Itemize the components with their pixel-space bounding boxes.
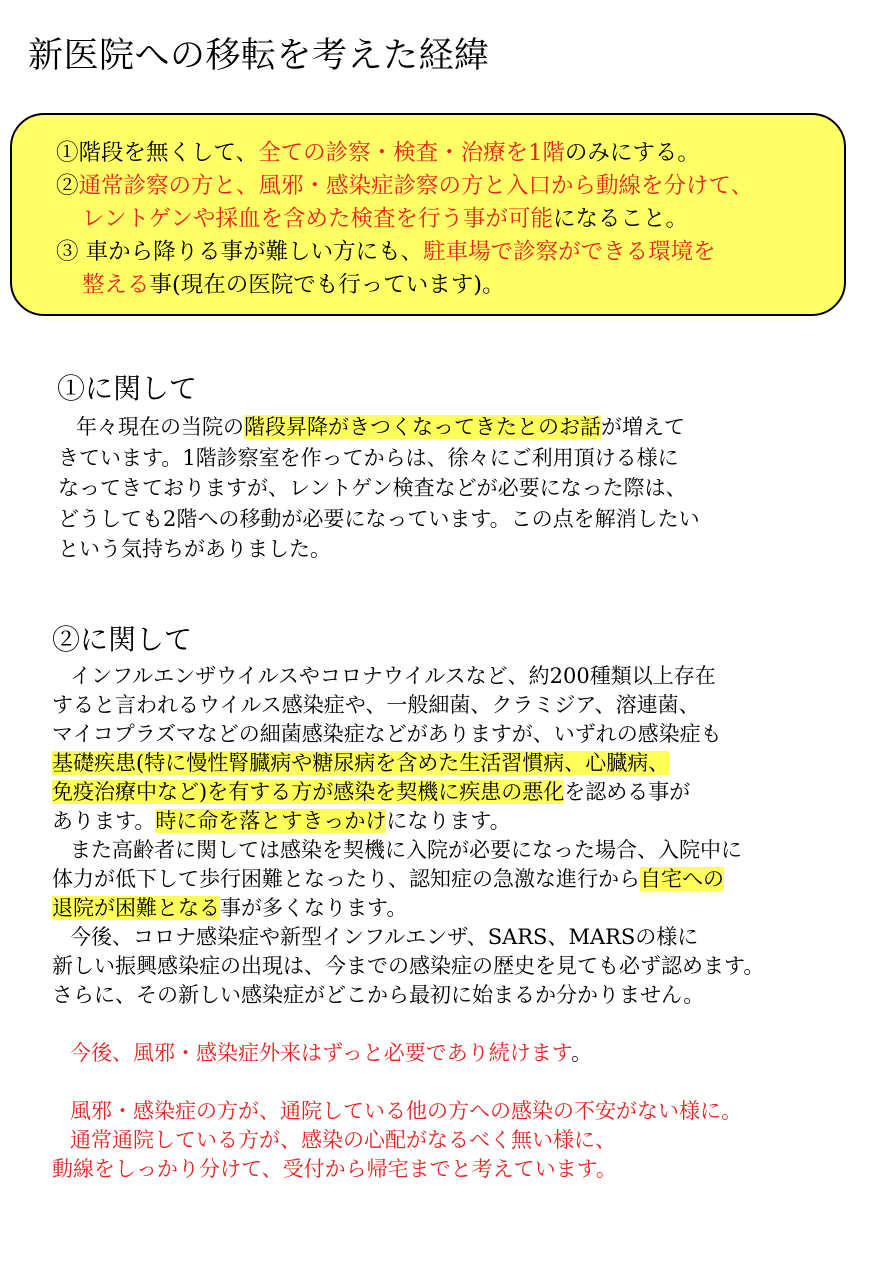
section-2-line: 新しい振興感染症の出現は、今までの感染症の歴史を見ても必ず認めます。: [52, 954, 765, 978]
section-2-line: インフルエンザウイルスやコロナウイルスなど、約200種類以上存在: [70, 664, 716, 688]
section-2-line: [52, 865, 764, 894]
summary-item-2-cont: [56, 203, 844, 236]
section-2-red-line: [52, 1039, 764, 1068]
section-1-body: [58, 412, 700, 565]
summary-box: [10, 113, 846, 316]
section-2-text: あります。: [52, 809, 156, 833]
section-2-line: マイコプラズマなどの細菌感染症などがありますが、いずれの感染症も: [52, 722, 722, 746]
summary-item-3-tail: 事(現在の医院でも行っています)。: [149, 272, 505, 298]
summary-item-1-emphasis: 全ての診察・検査・治療を1階: [258, 140, 565, 166]
section-2-line: 今後、コロナ感染症や新型インフルエンザ、SARS、MARSの様に: [70, 925, 699, 949]
page-title: 新医院への移転を考えた経緯: [28, 36, 490, 76]
section-2-line: すると言われるウイルス感染症や、一般細菌、クラミジア、溶連菌、: [52, 693, 700, 717]
section-2-text: 。: [571, 1041, 593, 1065]
section-2-highlight: 免疫治療中など)を有する方が感染を契機に疾患の悪化: [52, 780, 565, 804]
summary-item-3-text: ③ 車から降りる事が難しい方にも、: [56, 239, 424, 265]
section-2-line: [52, 749, 764, 778]
section-1-line: きています。1階診察室を作ってからは、徐々にご利用頂ける様に: [58, 445, 679, 470]
section-2-highlight: 自宅への: [640, 867, 724, 891]
section-1-line: なってきておりますが、レントゲン検査などが必要になった際は、: [58, 476, 687, 500]
section-2-line: また高齢者に関しては感染を契機に入院が必要になった場合、入院中に: [70, 838, 742, 862]
section-1-text: 年々現在の当院の: [76, 415, 244, 439]
section-2-line: [52, 894, 764, 923]
section-1-text: が増えて: [601, 415, 685, 439]
summary-item-2: [56, 170, 844, 203]
summary-item-1-text: ①階段を無くして、: [56, 140, 259, 166]
section-2-red-line: 動線をしっかり分けて、受付から帰宅までと考えています。: [52, 1157, 617, 1181]
summary-item-2-emphasis: 通常診察の方と、風邪・感染症診察の方と入口から動線を分けて、: [78, 173, 754, 199]
section-2-line: [52, 778, 764, 807]
summary-item-2-emphasis-cont: レントゲンや採血を含めた検査を行う事が可能: [82, 206, 554, 232]
summary-item-3: [56, 236, 844, 269]
section-2-heading: ②に関して: [52, 623, 193, 656]
section-2-highlight: 時に命を落とすきっかけ: [155, 809, 387, 833]
section-2-red-text: 今後、風邪・感染症外来はずっと必要であり続けます: [70, 1041, 572, 1065]
section-2-line: さらに、その新しい感染症がどこから最初に始まるか分かりません。: [52, 983, 705, 1007]
section-2-text: になります。: [386, 809, 511, 833]
section-1-line: [58, 412, 700, 443]
summary-item-3-emphasis: 駐車場で診察ができる環境を: [423, 239, 716, 265]
summary-item-2-marker: ②: [56, 173, 79, 199]
section-2-highlight: 基礎疾患(特に慢性腎臓病や糖尿病を含めた生活習慣病、心臓病、: [52, 751, 670, 775]
summary-item-1-tail: のみにする。: [564, 140, 700, 166]
section-2-red-line: 風邪・感染症の方が、通院している他の方への感染の不安がない様に。: [70, 1099, 742, 1123]
section-2-highlight: 退院が困難となる: [52, 896, 220, 920]
section-2-line: [52, 807, 764, 836]
section-1-line: どうしても2階への移動が必要になっています。この点を解消したい: [58, 506, 700, 531]
spacer: [52, 1068, 764, 1097]
section-1-heading: ①に関して: [57, 372, 198, 405]
section-1-line: という気持ちがありました。: [58, 537, 331, 561]
section-2-red-line: 通常通院している方が、感染の心配がなるべく無い様に、: [70, 1128, 616, 1152]
summary-item-3-cont: [56, 269, 844, 302]
section-2-text: 事が多くなります。: [220, 896, 408, 920]
summary-item-1: [56, 137, 844, 170]
section-2-body: [52, 662, 764, 1184]
section-2-text: 体力が低下して歩行困難となったり、認知症の急激な進行から: [52, 867, 640, 891]
summary-item-2-tail: になること。: [553, 206, 689, 232]
summary-item-3-emphasis-cont: 整える: [82, 272, 150, 298]
spacer: [52, 1010, 764, 1039]
section-1-highlight: 階段昇降がきつくなってきたとのお話: [244, 415, 601, 439]
section-2-text: を認める事が: [564, 780, 691, 804]
